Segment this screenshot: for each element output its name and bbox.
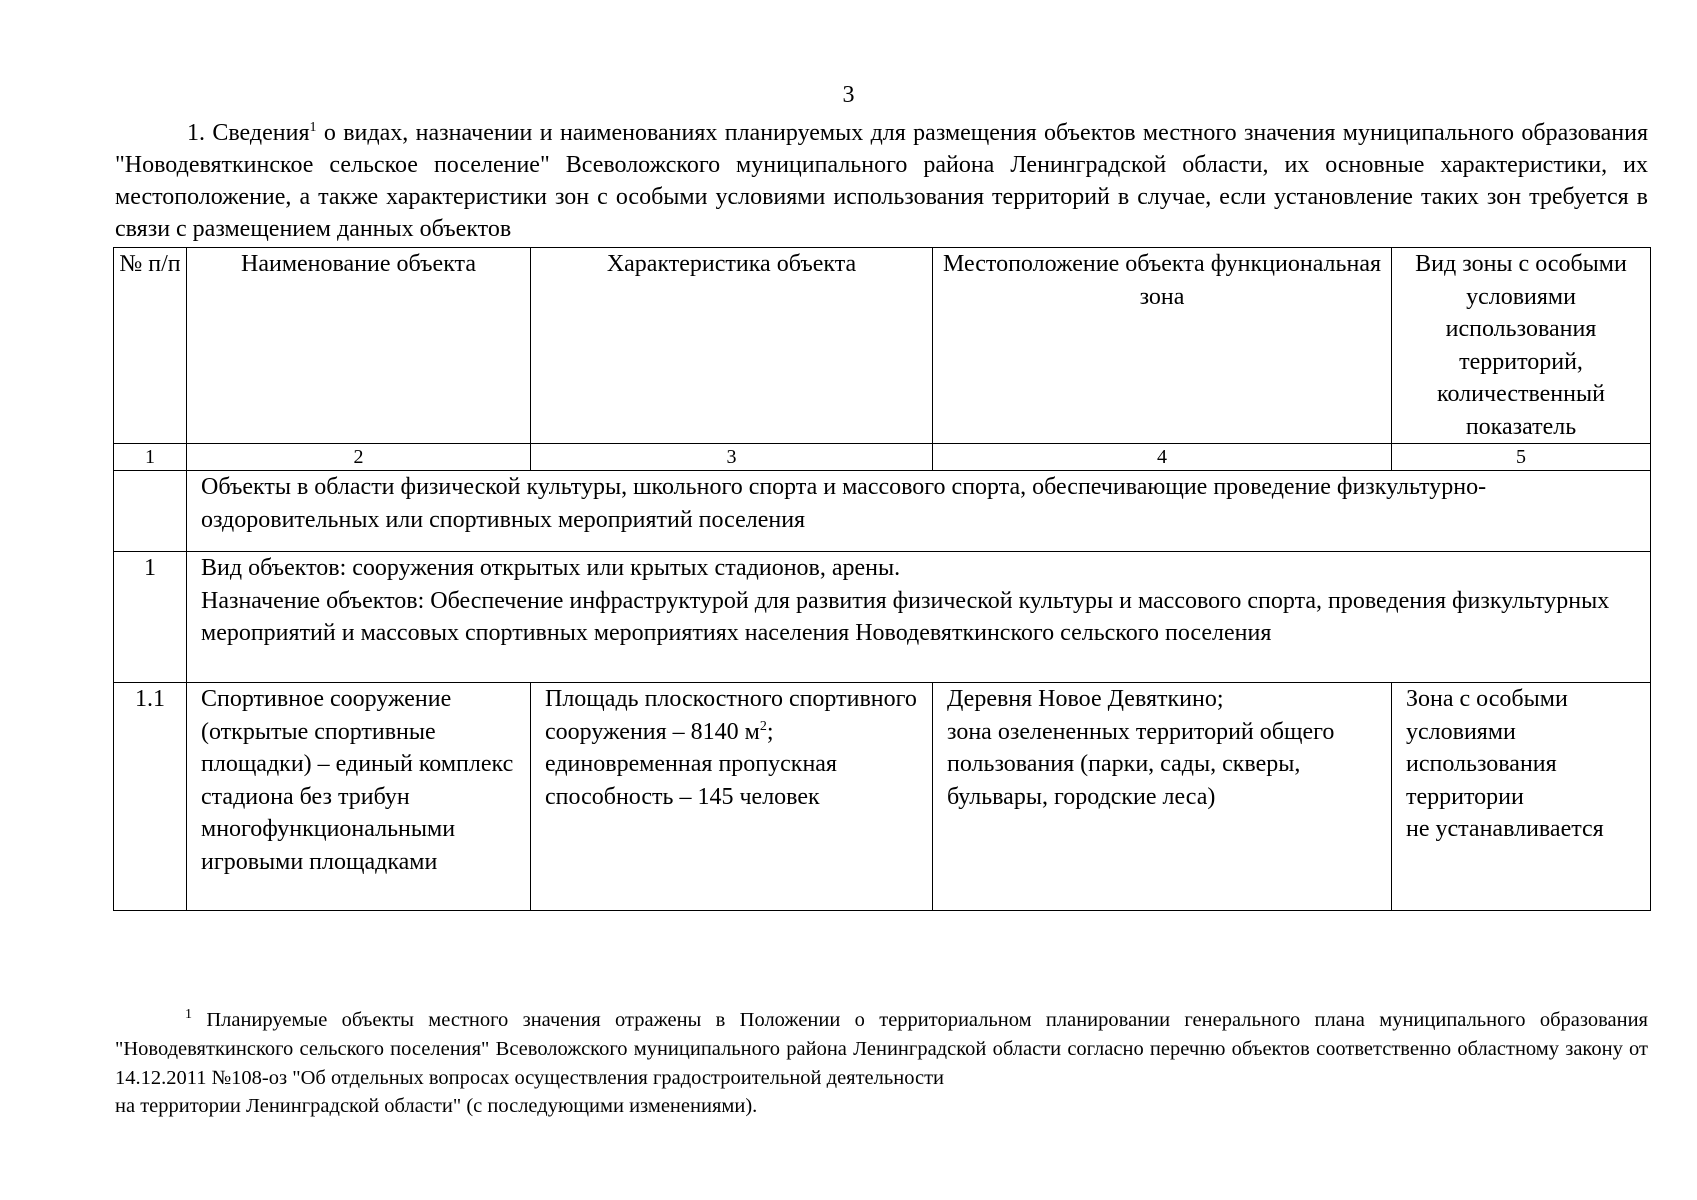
group-row	[114, 552, 1651, 683]
heading-footnote-ref[interactable]: 1	[309, 120, 317, 135]
heading-lead: 1. Сведения	[187, 120, 310, 146]
column-number: 4	[933, 444, 1392, 471]
header-location: Местоположение объекта функциональная зона	[933, 248, 1392, 444]
section-title: Объекты в области физической культуры, школьного спорта и массового спорта, обеспечивающие проведение физкультурно-оздоровительных или спортивных мероприятий поселения	[187, 471, 1651, 552]
section-row	[114, 471, 1651, 552]
object-name: Спортивное сооружение (открытые спортивные площадки) – единый комплекс стадиона без трибун многофункциональными игровыми площадками	[187, 683, 531, 911]
header-zone: Вид зоны с особыми условиями использования территорий, количественный показатель	[1392, 248, 1651, 444]
group-description	[187, 552, 1651, 683]
characteristic-area-sup: 2	[759, 718, 767, 734]
group-kind: Вид объектов: сооружения открытых или крытых стадионов, арены.	[201, 555, 901, 581]
page-number: 3	[842, 82, 855, 108]
footnote	[115, 1006, 1648, 1093]
characteristic-area-text: Площадь плоскостного спортивного сооружения – 8140 м	[545, 686, 917, 745]
section-number-cell	[114, 471, 187, 552]
column-number: 3	[531, 444, 933, 471]
table-row	[114, 683, 1651, 911]
table-header-row	[114, 248, 1651, 444]
footnote-last-line: на территории Ленинградской области" (с последующими изменениями).	[115, 1095, 758, 1117]
header-number: № п/п	[114, 248, 187, 444]
object-characteristic	[531, 683, 933, 911]
characteristic-area	[545, 683, 924, 748]
footnote-text: Планируемые объекты местного значения отражены в Положении о территориальном планировании генерального плана муниципального образования "Новодевяткинского сельского поселения" Всеволожского муниципального района Ленинградской области согласно перечню объектов соответственно областному закону от 14.12.2011 №108-оз "Об отдельных вопросах осуществления градостроительной деятельности	[115, 1009, 1648, 1089]
location-settlement: Деревня Новое Девяткино;	[947, 686, 1224, 712]
section-heading	[115, 117, 1648, 245]
object-zone	[1392, 683, 1651, 911]
header-characteristic: Характеристика объекта	[531, 248, 933, 444]
row-number: 1.1	[114, 683, 187, 911]
column-number: 1	[114, 444, 187, 471]
column-number: 5	[1392, 444, 1651, 471]
characteristic-area-end: ;	[766, 718, 774, 745]
column-number: 2	[187, 444, 531, 471]
group-number: 1	[114, 552, 187, 683]
object-location	[933, 683, 1392, 911]
location-zone: зона озелененных территорий общего пользования (парки, сады, скверы, бульвары, городские леса)	[947, 718, 1335, 810]
header-name: Наименование объекта	[187, 248, 531, 444]
characteristic-capacity: единовременная пропускная способность – 145 человек	[545, 751, 837, 810]
group-purpose: Назначение объектов: Обеспечение инфраструктурой для развития физической культуры и массового спорта, проведения физкультурных мероприятий и массовых спортивных мероприятиях населения Новодевяткинского сельского поселения	[201, 587, 1610, 646]
zone-description: Зона с особыми условиями использования территории	[1406, 686, 1568, 810]
zone-status: не устанавливается	[1406, 816, 1604, 842]
column-numbers-row	[114, 444, 1651, 471]
heading-text: о видах, назначении и наименованиях планируемых для размещения объектов местного значения муниципального образования "Новодевяткинское сельское поселение" Всеволожского муниципального района Ленинградской области, их основные характеристики, их местоположение, а также характеристики зон с особыми условиями использования территорий в случае, если установление таких зон требуется в связи с размещением данных объектов	[115, 120, 1649, 242]
footnote-marker: 1	[185, 1007, 192, 1023]
objects-table	[113, 247, 1651, 911]
